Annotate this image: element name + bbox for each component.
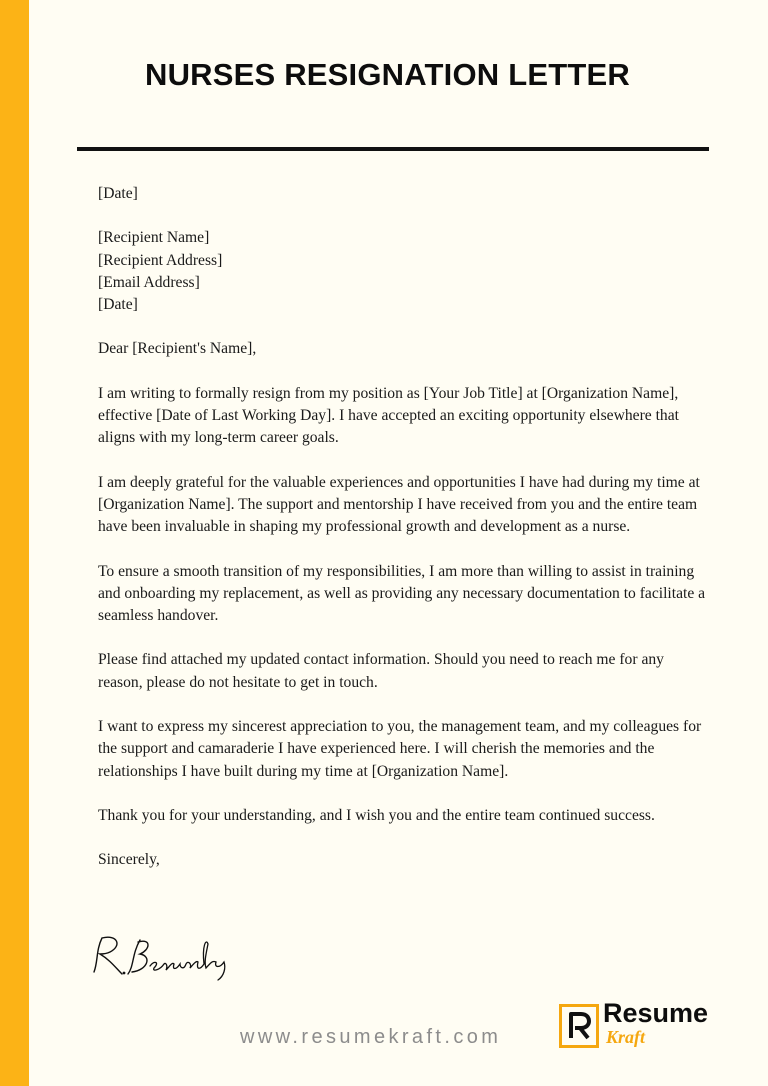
paragraph: I am deeply grateful for the valuable experiences and opportunities I have had during my time at [Organization Name]. The support and mentorship I have received from you and the entire team have been invaluable in shaping my professional growth and development as a nurse. — [98, 473, 700, 536]
date-line: [Date] — [98, 185, 138, 202]
handwritten-signature — [88, 932, 238, 982]
closing: Sincerely, — [98, 851, 160, 869]
website-url: www.resumekraft.com — [240, 1026, 502, 1048]
recipient-email: [Email Address] — [98, 273, 200, 291]
logo-subtitle: Kraft — [606, 1027, 646, 1047]
title-divider — [77, 147, 709, 151]
salutation: Dear [Recipient's Name], — [98, 340, 257, 358]
letter-body — [98, 183, 710, 872]
recipient-address: [Recipient Address] — [98, 251, 223, 269]
resume-logo-icon — [559, 1004, 599, 1048]
page-title: NURSES RESIGNATION LETTER — [145, 57, 630, 92]
resumekraft-logo — [559, 1000, 729, 1052]
paragraph: Thank you for your understanding, and I wish you and the entire team continued success. — [98, 806, 655, 824]
paragraph: Please find attached my updated contact information. Should you need to reach me for any reason, please do not hesitate to get in touch. — [98, 651, 664, 691]
logo-wordmark: Resume — [603, 998, 709, 1028]
paragraph: I want to express my sincerest appreciation to you, the management team, and my colleagues for the support and camaraderie I have experienced here. I will cherish the memories and the relationships I have built during my time at [Organization Name]. — [98, 718, 702, 780]
accent-side-bar — [0, 0, 29, 1086]
paragraph: To ensure a smooth transition of my responsibilities, I am more than willing to assist in training and onboarding my replacement, as well as providing any necessary documentation to facilitate a seamless handover. — [98, 562, 706, 625]
recipient-name: [Recipient Name] — [98, 229, 210, 247]
recipient-date: [Date] — [98, 296, 138, 314]
paragraph: I am writing to formally resign from my position as [Your Job Title] at [Organization Name], effective [Date of Last Working Day]. I have accepted an exciting opportunity elsewhere that aligns with my long-term career goals. — [98, 384, 679, 447]
